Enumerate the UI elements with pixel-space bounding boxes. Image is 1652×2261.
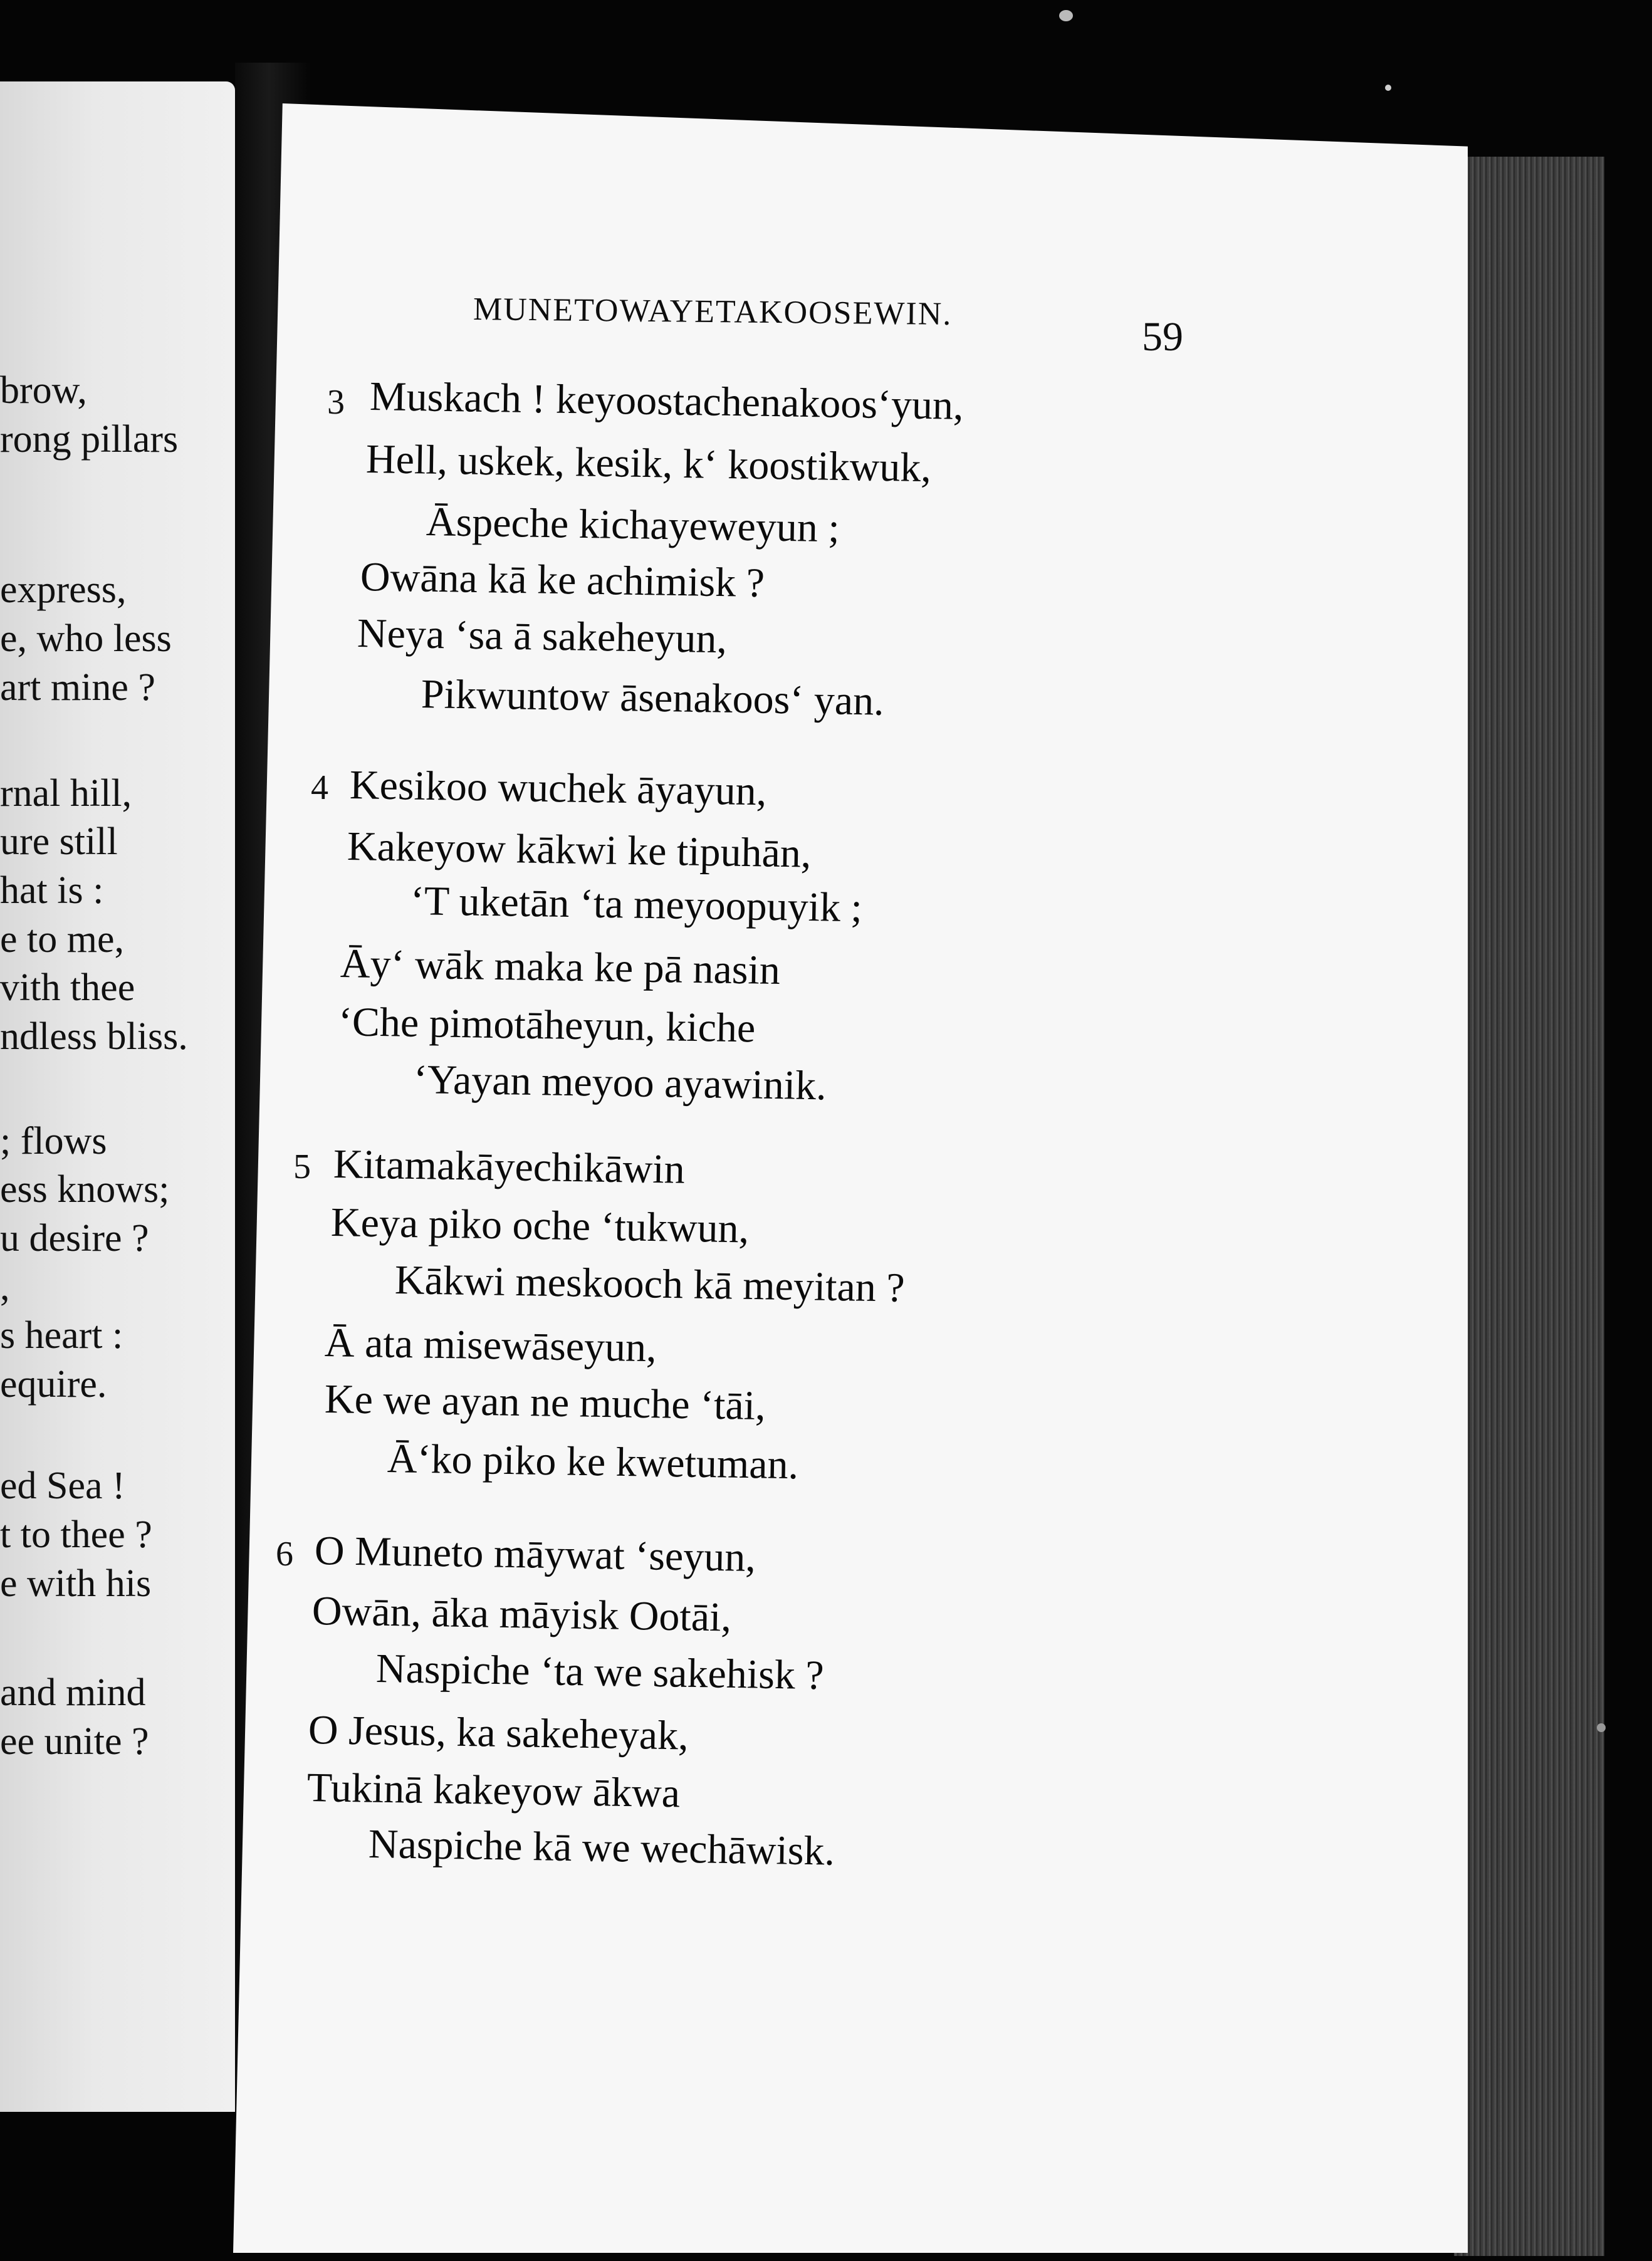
hymn-line: Tukinā kakeyow ākwa — [306, 1765, 681, 1817]
scan-speck — [1597, 1723, 1606, 1732]
left-line: hat is : — [0, 869, 104, 912]
left-line: ndless bliss. — [0, 1015, 188, 1058]
left-line: equire. — [0, 1363, 107, 1406]
hymn-line: Kesikoo wuchek āyayun, — [349, 762, 767, 815]
left-line: and mind — [0, 1671, 146, 1714]
left-line: rnal hill, — [0, 772, 132, 815]
left-line: ee unite ? — [0, 1720, 149, 1763]
hymn-line: Muskach ! keyoostachenakoos‘yun, — [369, 373, 965, 429]
left-line: , — [0, 1266, 10, 1308]
left-line: art mine ? — [0, 666, 155, 709]
stanza-number: 6 — [276, 1535, 293, 1574]
hymn-line: Ke we ayan ne muche ‘tāi, — [324, 1376, 766, 1429]
scan-speck — [1059, 10, 1073, 21]
hymn-line: Naspiche ‘ta we sakehisk ? — [375, 1646, 825, 1699]
left-page-fragment — [0, 81, 235, 2112]
hymn-line: Kakeyow kākwi ke tipuhān, — [347, 823, 812, 877]
hymn-line: ‘T uketān ‘ta meyoopuyik ; — [410, 878, 863, 931]
hymn-line: Owān, āka māyisk Ootāi, — [311, 1588, 732, 1641]
hymn-line: Owāna kā ke achimisk ? — [360, 554, 765, 607]
hymn-line: Ā‘ko piko ke kwetuman. — [387, 1436, 799, 1488]
left-line: ure still — [0, 820, 118, 863]
hymn-line: Āy‘ wāk maka ke pā nasin — [340, 941, 781, 994]
page-number: 59 — [1142, 314, 1183, 360]
left-line: e, who less — [0, 617, 172, 660]
scan-speck — [1385, 85, 1391, 91]
hymn-line: Pikwuntow āsenakoos‘ yan. — [421, 671, 885, 724]
hymn-line: Āspeche kichayeweyun ; — [426, 499, 840, 551]
hymn-line: ‘Che pimotāheyun, kiche — [338, 999, 756, 1052]
left-line: brow, — [0, 369, 87, 412]
page-edges — [1454, 157, 1604, 2256]
running-title: MUNETOWAYETAKOOSEWIN. — [473, 291, 953, 333]
hymn-line: Naspiche kā we wechāwisk. — [368, 1821, 835, 1874]
stanza-number: 3 — [327, 383, 345, 422]
left-line: t to thee ? — [0, 1513, 152, 1556]
left-line: e with his — [0, 1562, 152, 1605]
hymn-line: Kitamakāyechikāwin — [333, 1141, 686, 1193]
left-line: express, — [0, 568, 127, 611]
hymn-line: Kākwi meskooch kā meyitan ? — [394, 1257, 906, 1311]
left-line: ; flows — [0, 1120, 107, 1162]
hymn-line: Keya piko oche ‘tukwun, — [330, 1199, 750, 1252]
left-line: s heart : — [0, 1314, 123, 1357]
hymn-line: Hell, uskek, kesik, k‘ koostikwuk, — [365, 436, 932, 491]
stanza-number: 5 — [293, 1147, 311, 1186]
left-line: ess knows; — [0, 1168, 170, 1211]
hymn-line: Ā ata misewāseyun, — [324, 1320, 657, 1371]
hymn-line: ‘Yayan meyoo ayawinik. — [413, 1057, 827, 1109]
left-line: vith thee — [0, 966, 135, 1009]
stanza-number: 4 — [311, 768, 328, 807]
hymn-line: O Jesus, ka sakeheyak, — [308, 1707, 689, 1759]
hymn-line: O Muneto māywat ‘seyun, — [314, 1528, 756, 1581]
left-line: e to me, — [0, 918, 124, 961]
left-line: ed Sea ! — [0, 1465, 125, 1507]
left-line: rong pillars — [0, 418, 179, 461]
left-line: u desire ? — [0, 1217, 149, 1260]
hymn-line: Neya ‘sa ā sakeheyun, — [357, 610, 728, 662]
